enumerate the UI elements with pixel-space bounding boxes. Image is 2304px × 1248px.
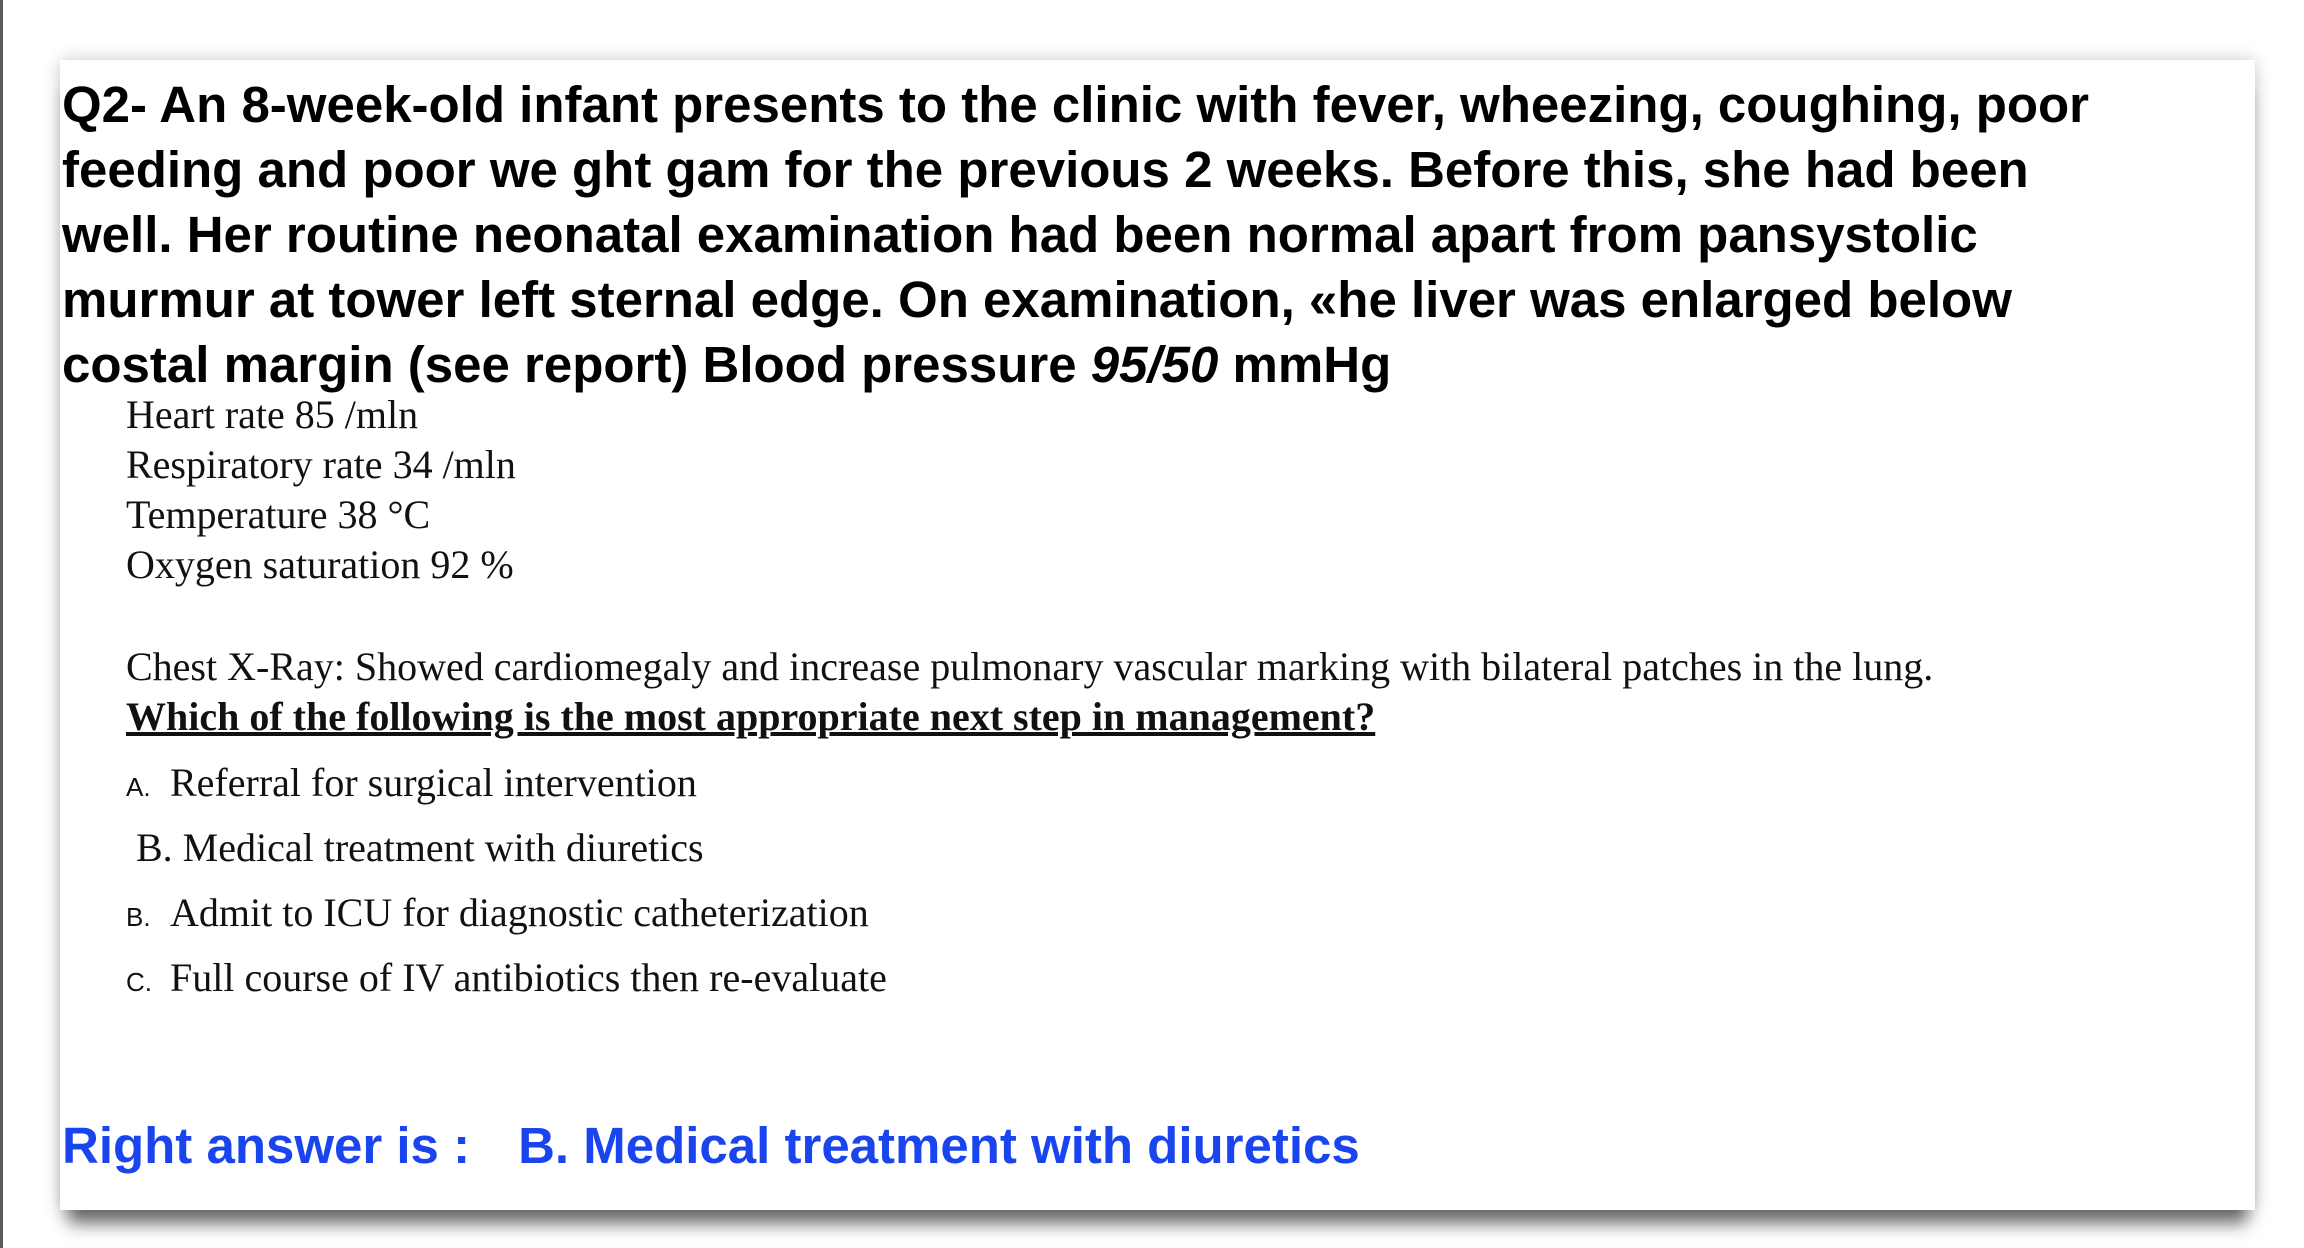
- option-item: [126, 815, 887, 880]
- stem-line: murmur at tower left sternal edge. On examination, «he liver was enlarged below: [62, 271, 2012, 328]
- question-card: [60, 60, 2255, 1210]
- stem-line: Q2- An 8-week-old infant presents to the clinic with fever, wheezing, coughing, poor: [62, 76, 2090, 133]
- left-border-line: [0, 0, 3, 1248]
- option-item: [126, 750, 887, 815]
- vital-heart-rate: Heart rate 85 /mln: [126, 392, 419, 437]
- stem-line: mmHg: [1218, 336, 1392, 393]
- option-text: Admit to ICU for diagnostic catheterization: [170, 890, 869, 935]
- stem-line: well. Her routine neonatal examination had been normal apart from pansystolic: [62, 206, 1978, 263]
- chest-xray-finding: Chest X-Ray: Showed cardiomegaly and increase pulmonary vascular marking with bilateral patches in the lung.: [126, 644, 1934, 689]
- option-item: [126, 945, 887, 1010]
- option-letter: C.: [126, 967, 152, 997]
- question-prompt: Which of the following is the most appropriate next step in management?: [126, 694, 1376, 739]
- option-text: B. Medical treatment with diuretics: [136, 825, 704, 870]
- blood-pressure-value: 95/50: [1090, 336, 1219, 393]
- vital-temperature: Temperature 38 °C: [126, 492, 431, 537]
- option-text: Full course of IV antibiotics then re-evaluate: [170, 955, 887, 1000]
- question-stem: [62, 72, 2242, 397]
- right-answer-value: B. Medical treatment with diuretics: [518, 1117, 1360, 1174]
- option-letter: A.: [126, 772, 151, 802]
- stem-line: costal margin (see report) Blood pressure: [62, 336, 1091, 393]
- vital-oxygen-saturation: Oxygen saturation 92 %: [126, 542, 514, 587]
- option-letter: B.: [126, 902, 151, 932]
- stem-line: feeding and poor we ght gam for the previous 2 weeks. Before this, she had been: [62, 141, 2029, 198]
- option-text: Referral for surgical intervention: [170, 760, 697, 805]
- vital-respiratory-rate: Respiratory rate 34 /mln: [126, 442, 516, 487]
- vitals-list: [126, 390, 516, 590]
- answer-options: [126, 750, 887, 1010]
- right-answer: [62, 1113, 1360, 1178]
- right-answer-label: Right answer is :: [62, 1117, 471, 1174]
- option-item: [126, 880, 887, 945]
